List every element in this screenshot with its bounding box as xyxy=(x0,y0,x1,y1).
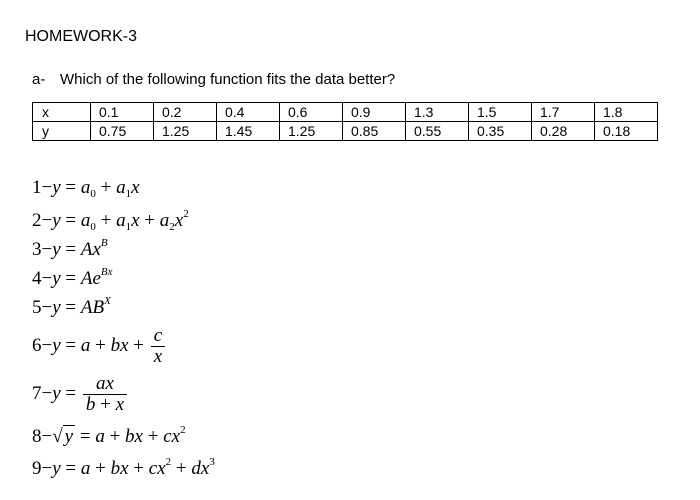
equation-number: 9 xyxy=(32,458,42,479)
table-cell: 0.35 xyxy=(469,122,532,141)
table-cell: 1.45 xyxy=(217,122,280,141)
question xyxy=(32,71,395,88)
row-label-x: x xyxy=(33,103,91,122)
equation-number: 3 xyxy=(32,239,42,260)
equation-2: $2-y = a_0 + a_1x + a_2x^2$ xyxy=(32,208,189,233)
table-cell: 0.85 xyxy=(343,122,406,141)
table-cell: 0.4 xyxy=(217,103,280,122)
table-cell: 1.3 xyxy=(406,103,469,122)
page-title: HOMEWORK-3 xyxy=(25,28,137,45)
table-row-y xyxy=(33,122,658,141)
equation-5: $5-y = AB^X$ xyxy=(32,295,111,318)
equation-number: 2 xyxy=(32,210,42,231)
table-cell: 0.9 xyxy=(343,103,406,122)
table-cell: 0.2 xyxy=(154,103,217,122)
fraction: $\frac{c}{x}$ xyxy=(151,326,165,367)
question-label: a- xyxy=(32,71,46,88)
sqrt-sign: √ y xyxy=(52,426,74,447)
equation-number: 8 xyxy=(32,426,42,447)
equation-number: 1 xyxy=(32,177,42,198)
data-table xyxy=(32,102,658,141)
equation-number: 5 xyxy=(32,297,42,318)
table-cell: 0.28 xyxy=(532,122,595,141)
table-cell: 1.25 xyxy=(280,122,343,141)
table-cell: 0.18 xyxy=(595,122,658,141)
table-cell: 0.55 xyxy=(406,122,469,141)
equation-4: $4-y = Ae^{Bx}$ xyxy=(32,266,113,289)
equation-7: 7−y = $\frac{ax}{b + x}$ xyxy=(32,374,129,415)
table-cell: 0.1 xyxy=(91,103,154,122)
table-cell: 1.5 xyxy=(469,103,532,122)
table-cell: 0.75 xyxy=(91,122,154,141)
row-label-y: y xyxy=(33,122,91,141)
equation-6: 6−y = a + bx + $\frac{c}{x}$ xyxy=(32,326,167,367)
fraction: $\frac{ax}{b + x}$ xyxy=(83,374,127,415)
equation-3: $3-y = Ax^B$ xyxy=(32,237,108,260)
table-cell: 1.7 xyxy=(532,103,595,122)
equation-number: 6 xyxy=(32,334,42,356)
equation-1: $1-y = a_0 + a_1x$ xyxy=(32,177,140,200)
equation-8: 8−√ y = a + bx + $cx^2$ xyxy=(32,424,186,447)
equation-9: 9−y = a + bx + $cx^2 + dx^3$ xyxy=(32,456,215,479)
table-cell: 0.6 xyxy=(280,103,343,122)
question-text: Which of the following function fits the data better? xyxy=(60,71,396,88)
table-row-x xyxy=(33,103,658,122)
table-cell: 1.8 xyxy=(595,103,658,122)
equation-number: 4 xyxy=(32,268,42,289)
equation-number: 7 xyxy=(32,382,42,404)
table-cell: 1.25 xyxy=(154,122,217,141)
